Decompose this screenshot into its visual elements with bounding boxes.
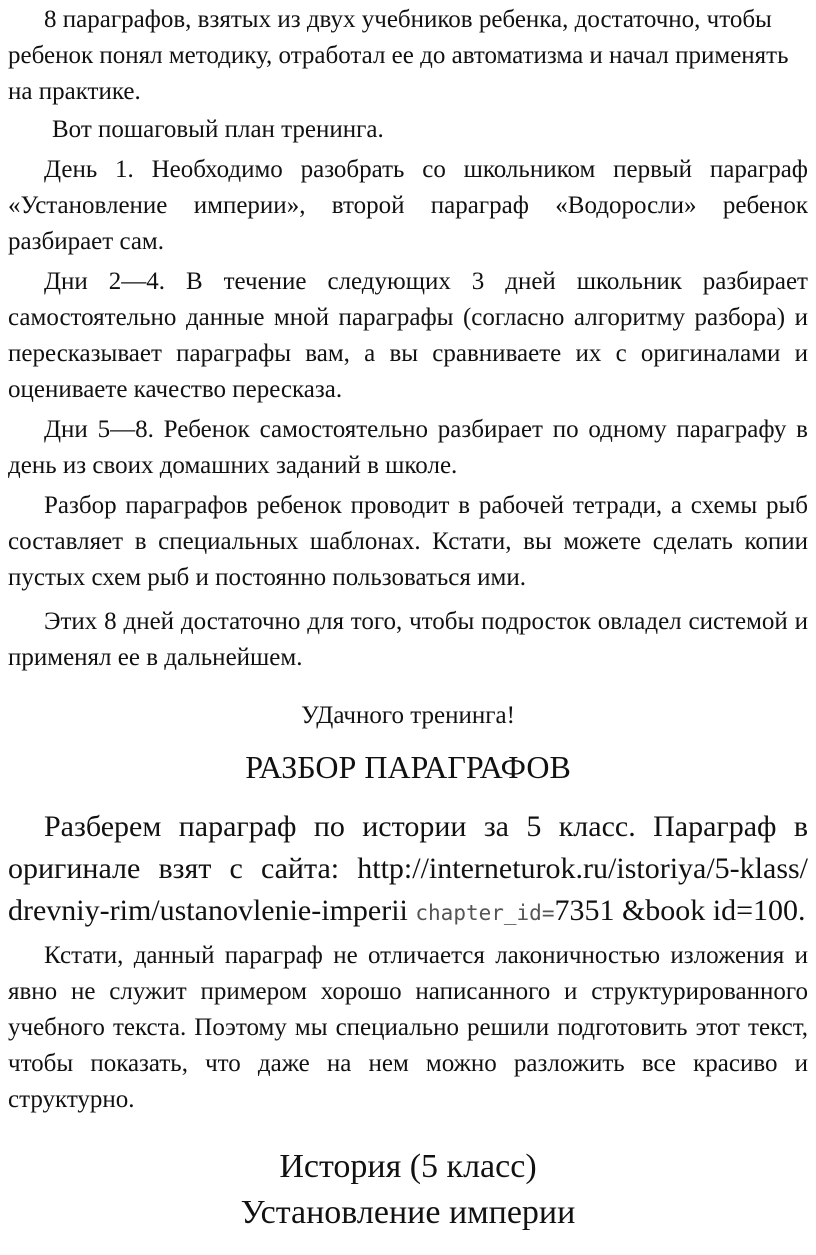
history-title: История (5 класс) bbox=[279, 1148, 537, 1185]
note-paragraph: Кстати, данный параграф не отличается лаконичностью изложения и явно не служит примером хорошо написанного и структурированного учебного текста. Поэтому мы специально решили подготовить этот текст, чтобы показать, что даже на нем можно разложить все красиво и структурно. bbox=[8, 942, 808, 1113]
source-param-text: chapter_id= bbox=[415, 901, 555, 925]
days-5-8-paragraph: Дни 5—8. Ребенок самостоятельно разбирает по одному параграфу в день из своих домашних заданий в школе. bbox=[8, 416, 808, 479]
workbook-paragraph: Разбор параграфов ребенок проводит в рабочей тетради, а схемы рыб составляет в специальных шаблонах. Кстати, вы можете сделать копии пустых схем рыб и постоянно пользоваться ими. bbox=[8, 492, 808, 591]
document-page bbox=[8, 2, 808, 1236]
eight-days-paragraph: Этих 8 дней достаточно для того, чтобы подросток овладел системой и применял ее в дальнейшем. bbox=[8, 608, 808, 671]
good-luck-line: УДачного тренинга! bbox=[301, 702, 515, 729]
section-heading: РАЗБОР ПАРАГРАФОВ bbox=[245, 749, 571, 785]
day1-paragraph: День 1. Необходимо разобрать со школьником первый параграф «Установление империи», второй параграф «Водоросли» ребенок разбирает сам. bbox=[8, 156, 808, 255]
days-2-4-paragraph: Дни 2—4. В течение следующих 3 дней школьник разбирает самостоятельно данные мной параграфы (согласно алгоритму разбора) и пересказывает параграфы вам, а вы сравниваете их с оригиналами и оцениваете качество пересказа. bbox=[8, 268, 808, 403]
intro-paragraph: 8 параграфов, взятых из двух учебников ребенка, достаточно, чтобы ребенок понял методику, отработал ее до автоматизма и начал применять на практике. bbox=[8, 6, 789, 105]
source-paragraph bbox=[8, 806, 808, 934]
source-intro-text: Разберем параграф по истории за 5 класс. Параграф в оригинале взят с сайта: http://interneturok.ru/istoriya/5-klass/ drevniy-rim/ustanovlenie-imperii bbox=[8, 810, 808, 927]
plan-heading: Вот пошаговый план тренинга. bbox=[52, 116, 384, 143]
source-tail-text: 7351 &book id=100. bbox=[554, 894, 806, 927]
history-subtitle: Установление империи bbox=[240, 1194, 576, 1231]
